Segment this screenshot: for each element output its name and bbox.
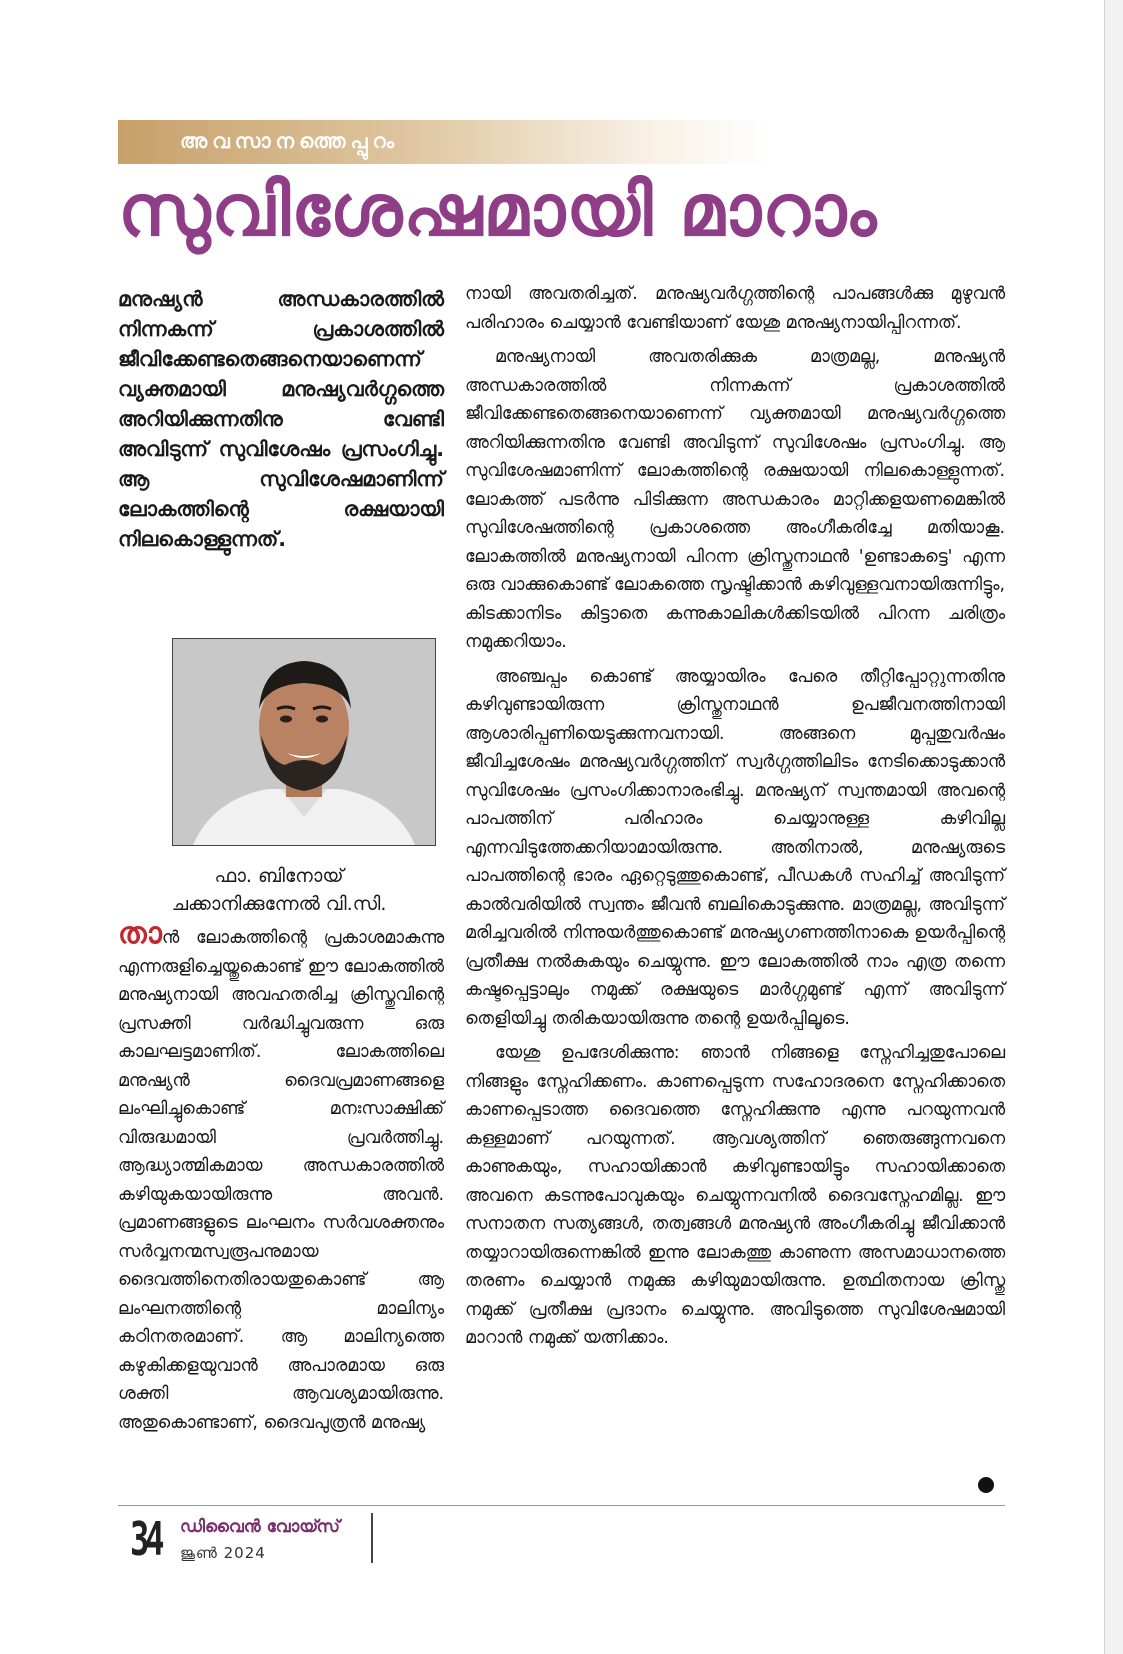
magazine-name: ഡിവൈൻ വോയ്സ്	[180, 1517, 340, 1537]
article-headline: സുവിശേഷമായി മാറാം	[118, 168, 878, 252]
drop-cap: താ	[118, 916, 162, 951]
left-paragraph-1-text: ൻ ലോകത്തിന്റെ പ്രകാശമാകുന്നു എന്നരുളിച്ചെയ്തുകൊണ്ട് ഈ ലോകത്തിൽ മനുഷ്യനായി അവഹതരിച്ച ക്രിസ്തുവിന്റെ പ്രസക്തി വർദ്ധിച്ചുവരുന്ന ഒരു കാലഘട്ടമാണിത്. ലോകത്തിലെ മനുഷ്യൻ ദൈവപ്രമാണങ്ങളെ ലംഘിച്ചുകൊണ്ട് മനഃസാക്ഷിക്ക് വിരുദ്ധമായി പ്രവർത്തിച്ചു. ആദ്ധ്യാത്മികമായ അന്ധകാരത്തിൽ കഴിയുകയായിരുന്നു അവൻ. പ്രമാണങ്ങളുടെ ലംഘനം സർവശക്തനും സർവ്വനന്മസ്വരൂപനുമായ ദൈവത്തിനെതിരായതുകൊണ്ട് ആ ലംഘനത്തിന്റെ മാലിന്യം കഠിനതരമാണ്. ആ മാലിന്യത്തെ കഴുകിക്കളയുവാൻ അപാരമായ ഒരു ശക്തി ആവശ്യമായിരുന്നു. അതുകൊണ്ടാണ്, ദൈവപുത്രൻ മനുഷ്യ	[118, 928, 444, 1433]
author-byline	[118, 862, 440, 918]
section-kicker: അവസാനത്തെപ്പുറം	[180, 129, 400, 153]
issue-date: ജൂൺ 2024	[180, 1544, 266, 1562]
right-paragraph-2: മനുഷ്യനായി അവതരിക്കുക മാത്രമല്ല, മനുഷ്യൻ അന്ധകാരത്തിൽ നിന്നകന്ന് പ്രകാശത്തിൽ ജീവിക്കേണ്ടതെങ്ങനെയാണെന്ന് വ്യക്തമായി മനുഷ്യവർഗ്ഗത്തെ അറിയിക്കുന്നതിനു വേണ്ടി അവിടുന്ന് സുവിശേഷം പ്രസംഗിച്ചു. ആ സുവിശേഷമാണിന്ന് ലോകത്തിന്റെ രക്ഷയായി നിലകൊള്ളുന്നത്. ലോകത്ത് പടർന്നു പിടിക്കുന്ന അന്ധകാരം മാറ്റിക്കളയണമെങ്കിൽ സുവിശേഷത്തിന്റെ പ്രകാശത്തെ അംഗീകരിച്ചേ മതിയാകൂ. ലോകത്തിൽ മനുഷ്യനായി പിറന്ന ക്രിസ്തുനാഥൻ 'ഉണ്ടാകട്ടെ' എന്ന ഒരു വാക്കുകൊണ്ട് ലോകത്തെ സൃഷ്ടിക്കാൻ കഴിവുള്ളവനായിരുന്നിട്ടും, കിടക്കാനിടം കിട്ടാതെ കന്നുകാലികൾക്കിടയിൽ പിറന്ന ചരിത്രം നമുക്കറിയാം.	[465, 347, 1005, 652]
page-number: 34	[130, 1512, 161, 1566]
end-mark-icon	[978, 1477, 994, 1493]
pull-quote-text: മനുഷ്യൻ അന്ധകാരത്തിൽ നിന്നകന്ന് പ്രകാശത്തിൽ ജീവിക്കേണ്ടതെങ്ങനെയാണെന്ന് വ്യക്തമായി മനുഷ്യവർഗ്ഗത്തെ അറിയിക്കുന്നതിനു വേണ്ടി അവിടുന്ന് സുവിശേഷം പ്രസംഗിച്ചു. ആ സുവിശേഷമാണിന്ന് ലോകത്തിന്റെ രക്ഷയായി നിലകൊള്ളുന്നത്.	[118, 287, 444, 551]
section-kicker-band	[118, 120, 768, 164]
right-paragraph-3: അഞ്ചപ്പം കൊണ്ട് അയ്യായിരം പേരെ തീറ്റിപ്പോറ്റുന്നതിനു കഴിവുണ്ടായിരുന്ന ക്രിസ്തുനാഥൻ ഉപജീവനത്തിനായി ആശാരിപ്പണിയെടുക്കുന്നവനായി. അങ്ങനെ മുപ്പതുവർഷം ജീവിച്ചശേഷം മനുഷ്യവർഗ്ഗത്തിന് സ്വർഗ്ഗത്തിലിടം നേടിക്കൊടുക്കാൻ സുവിശേഷം പ്രസംഗിക്കാനാരംഭിച്ചു. മനുഷ്യന് സ്വന്തമായി അവന്റെ പാപത്തിന് പരിഹാരം ചെയ്യാനുള്ള കഴിവില്ല എന്നവിടുത്തേക്കറിയാമായിരുന്നു. അതിനാൽ, മനുഷ്യരുടെ പാപത്തിന്റെ ഭാരം ഏറ്റെടുത്തുകൊണ്ട്, പീഡകൾ സഹിച്ച് അവിടുന്ന് കാൽവരിയിൽ സ്വന്തം ജീവൻ ബലികൊടുക്കുന്നു. മാത്രമല്ല, അവിടുന്ന് മരിച്ചവരിൽ നിന്നുയർത്തുകൊണ്ട് മനുഷ്യഗണത്തിനാകെ ഉയർപ്പിന്റെ പ്രതീക്ഷ നൽകുകയും ചെയ്യുന്നു. ഈ ലോകത്തിൽ നാം എത്ര തന്നെ കഷ്ടപ്പെട്ടാലും നമുക്ക് രക്ഷയുടെ മാർഗ്ഗമുണ്ട് എന്ന് അവിടുന്ന് തെളിയിച്ചു തരികയായിരുന്നു തന്റെ ഉയർപ്പിലൂടെ.	[465, 666, 1005, 1029]
left-column	[118, 916, 444, 1443]
author-portrait-image	[173, 639, 435, 845]
right-paragraph-1: നായി അവതരിച്ചത്. മനുഷ്യവർഗ്ഗത്തിന്റെ പാപങ്ങൾക്കു മുഴുവൻ പരിഹാരം ചെയ്യാൻ വേണ്ടിയാണ് യേശു മനുഷ്യനായിപ്പിറന്നത്.	[465, 284, 1005, 333]
page-edge	[1104, 0, 1123, 1654]
author-name-line1: ഫാ. ബിനോയ്	[214, 865, 344, 887]
left-paragraph-1	[118, 916, 444, 1437]
footer-rule	[118, 1505, 1005, 1506]
pull-quote	[118, 284, 444, 554]
author-photo	[172, 638, 436, 846]
author-name-line2: ചക്കാനിക്കുന്നേൽ വി.സി.	[171, 893, 387, 915]
right-paragraph-4: യേശു ഉപദേശിക്കുന്നു: ഞാൻ നിങ്ങളെ സ്നേഹിച്ചതുപോലെ നിങ്ങളും സ്നേഹിക്കണം. കാണപ്പെടുന്ന സഹോദരനെ സ്നേഹിക്കാതെ കാണപ്പെടാത്ത ദൈവത്തെ സ്നേഹിക്കുന്നു എന്നു പറയുന്നവൻ കള്ളമാണ് പറയുന്നത്. ആവശ്യത്തിന് ഞെരുങ്ങുന്നവനെ കാണുകയും, സഹായിക്കാൻ കഴിവുണ്ടായിട്ടും സഹായിക്കാതെ അവനെ കടന്നുപോവുകയും ചെയ്യുന്നവനിൽ ദൈവസ്നേഹമില്ല. ഈ സനാതന സത്യങ്ങൾ, തത്വങ്ങൾ മനുഷ്യൻ അംഗീകരിച്ചു ജീവിക്കാൻ തയ്യാറായിരുന്നെങ്കിൽ ഇന്നു ലോകത്തു കാണുന്ന അസമാധാനത്തെ തരണം ചെയ്യാൻ നമുക്കു കഴിയുമായിരുന്നു. ഉത്ഥിതനായ ക്രിസ്തു നമുക്ക് പ്രതീക്ഷ പ്രദാനം ചെയ്യുന്നു. അവിടുത്തെ സുവിശേഷമായി മാറാൻ നമുക്ക് യത്നിക്കാം.	[465, 1043, 1005, 1348]
footer-divider	[371, 1513, 373, 1563]
right-column	[465, 280, 1005, 1359]
